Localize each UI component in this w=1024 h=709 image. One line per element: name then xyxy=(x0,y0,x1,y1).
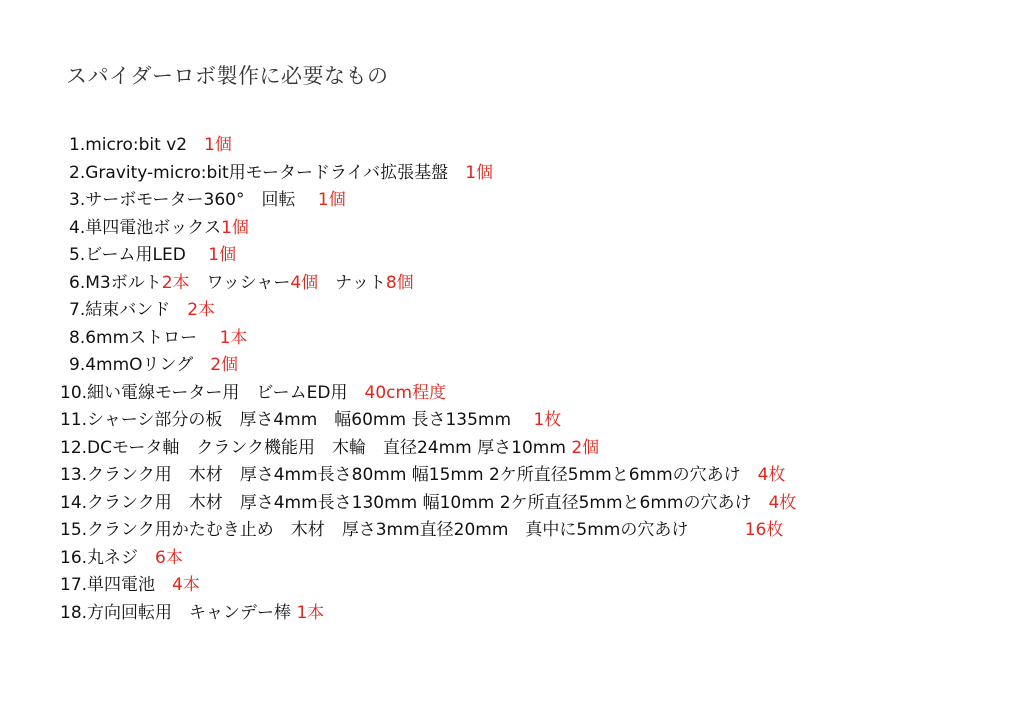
list-item xyxy=(60,572,796,600)
item-text: クランク用かたむき止め 木材 厚さ3mm直径20mm 真中に5mmの穴あけ xyxy=(87,520,745,540)
item-quantity: 4枚 xyxy=(768,492,797,513)
item-quantity: 1個 xyxy=(221,217,249,238)
item-quantity: 1本 xyxy=(296,602,325,623)
item-number: 5. xyxy=(69,245,86,265)
item-number: 11. xyxy=(60,410,88,430)
list-item xyxy=(60,435,796,463)
item-text: 結束バンド xyxy=(85,300,188,320)
list-item xyxy=(60,490,796,518)
item-number: 7. xyxy=(69,300,86,320)
item-number: 1. xyxy=(69,135,86,155)
page-title: スパイダーロボ製作に必要なもの xyxy=(66,64,389,88)
item-text: クランク用 木材 厚さ4mm長さ80mm 幅15mm 2ケ所直径5mmと6mmの穴あけ xyxy=(87,465,758,485)
item-text: 単四電池 xyxy=(87,575,173,595)
list-item xyxy=(60,600,796,628)
item-text: 細い電線モーター用 ビームED用 xyxy=(87,382,365,403)
item-text-3: ナット xyxy=(318,272,386,293)
item-text-2: ワッシャー xyxy=(189,272,291,293)
item-quantity: 1個 xyxy=(204,135,232,155)
item-quantity: 1個 xyxy=(465,162,494,183)
list-item xyxy=(60,160,796,188)
item-number: 14. xyxy=(60,492,88,513)
item-number: 4. xyxy=(69,217,86,238)
item-number: 9. xyxy=(69,355,86,375)
list-item xyxy=(60,545,796,573)
item-text: DCモータ軸 クランク機能用 木輪 直径24mm 厚さ10mm xyxy=(87,437,572,458)
item-number: 18. xyxy=(60,602,88,623)
list-item xyxy=(60,132,796,160)
list-item xyxy=(60,352,796,380)
item-text: Gravity-micro:bit用モータードライバ拡張基盤 xyxy=(85,162,466,183)
item-quantity: 6本 xyxy=(155,547,183,568)
item-quantity: 2本 xyxy=(161,272,190,293)
item-number: 10. xyxy=(60,382,88,403)
list-item xyxy=(60,380,796,408)
item-quantity: 4本 xyxy=(172,575,200,595)
item-text: サーボモーター360° 回転 xyxy=(85,190,318,210)
item-quantity: 1個 xyxy=(317,190,346,210)
item-quantity-3: 8個 xyxy=(385,272,414,293)
item-number: 2. xyxy=(69,162,86,183)
item-number: 3. xyxy=(69,190,86,210)
item-number: 6. xyxy=(69,272,86,293)
list-item xyxy=(60,215,796,243)
parts-list xyxy=(60,132,796,627)
list-item xyxy=(60,297,796,325)
item-quantity: 1個 xyxy=(208,245,237,265)
item-quantity: 2個 xyxy=(210,355,239,375)
item-text: 方向回転用 キャンデー棒 xyxy=(87,602,297,623)
list-item xyxy=(60,270,796,298)
item-text: ビーム用LED xyxy=(85,245,209,265)
item-quantity: 4枚 xyxy=(757,465,786,485)
item-text: クランク用 木材 厚さ4mm長さ130mm 幅10mm 2ケ所直径5mmと6mmの穴あけ xyxy=(87,492,769,513)
list-item xyxy=(60,325,796,353)
item-number: 15. xyxy=(60,520,88,540)
item-number: 8. xyxy=(69,327,86,348)
item-text: 単四電池ボックス xyxy=(85,217,222,238)
list-item xyxy=(60,462,796,490)
item-text: micro:bit v2 xyxy=(85,135,205,155)
item-quantity: 40cm程度 xyxy=(364,382,447,403)
item-quantity: 1本 xyxy=(219,327,248,348)
item-quantity: 2個 xyxy=(571,437,600,458)
list-item xyxy=(60,517,796,545)
item-text: M3ボルト xyxy=(85,272,162,293)
item-quantity: 2本 xyxy=(187,300,216,320)
item-number: 13. xyxy=(60,465,88,485)
item-number: 16. xyxy=(60,547,88,568)
list-item xyxy=(60,407,796,435)
item-text: 丸ネジ xyxy=(87,547,156,568)
item-quantity: 16枚 xyxy=(744,520,784,540)
item-text: 4mmOリング xyxy=(85,355,211,375)
list-item xyxy=(60,242,796,270)
item-text: シャーシ部分の板 厚さ4mm 幅60mm 長さ135mm xyxy=(87,410,534,430)
item-number: 17. xyxy=(60,575,88,595)
item-text: 6mmストロー xyxy=(85,327,220,348)
item-number: 12. xyxy=(60,437,88,458)
list-item xyxy=(60,187,796,215)
item-quantity: 1枚 xyxy=(533,410,562,430)
item-quantity-2: 4個 xyxy=(290,272,319,293)
